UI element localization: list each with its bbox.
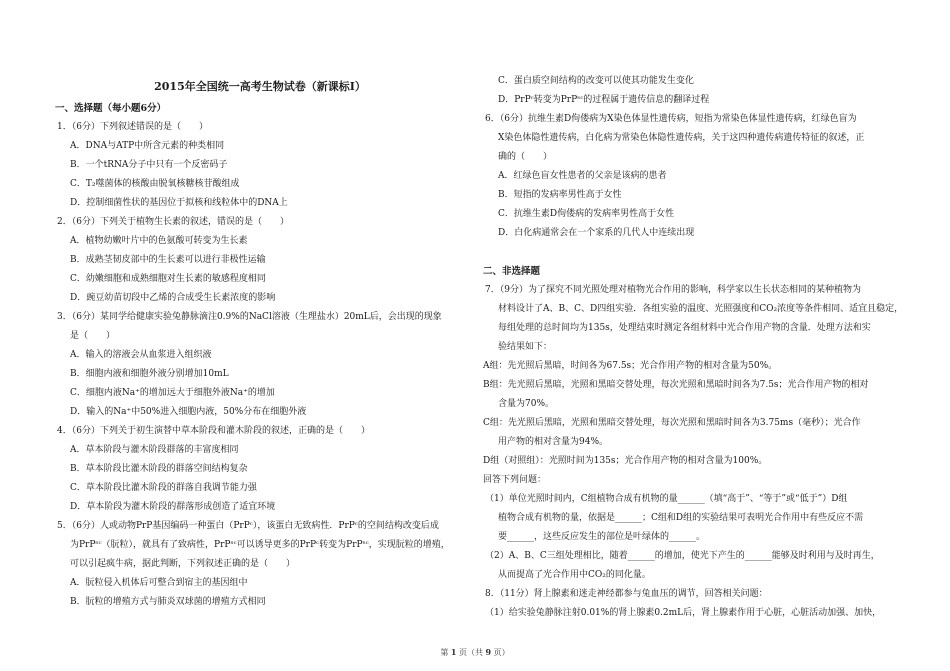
q7-part-2-cont: 从而提高了光合作用中CO₂的同化量。 [498,570,651,580]
q7-group-c-cont: 用产物的相对含量为94%。 [498,437,609,447]
q8-part-1: （1）给实验兔静脉注射0.01%的肾上腺素0.2mL后，肾上腺素作用于心脏，心脏活动加强、加快， [485,608,882,618]
q5-option-a: A．朊粒侵入机体后可整合到宿主的基因组中 [70,578,248,588]
footer-mid: 页（共 [459,648,483,657]
page-total: 9 [485,647,492,657]
question-2-stem: 2．（6分）下列关于植物生长素的叙述，错误的是（ ） [57,217,289,227]
q7-group-a: A组：先光照后黑暗，时间各为67.5s；光合作用产物的相对含量为50%。 [483,361,778,371]
question-6-stem-cont: X染色体隐性遗传病，白化病为常染色体隐性遗传病，关于这四种遗传病遗传特征的叙述，正 [498,133,865,143]
question-5-stem: 5．（6分）人或动物PrP基因编码一种蛋白（PrPᶜ），该蛋白无致病性．PrPᶜ的空间结构改变后成 [57,521,439,531]
q3-option-a: A．输入的溶液会从血浆进入组织液 [70,350,212,360]
question-6-stem: 6．（6分）抗维生素D佝偻病为X染色体显性遗传病，短指为常染色体显性遗传病，红绿色盲为 [485,114,857,124]
q7-group-d: D组（对照组）：光照时间为135s；光合作用产物的相对含量为100%。 [483,456,768,466]
q7-group-b: B组：先光照后黑暗，光照和黑暗交替处理，每次光照和黑暗时间各为7.5s；光合作用产物的相对 [483,380,869,390]
q4-option-a: A．草本阶段与灌木阶段群落的丰富度相同 [70,445,239,455]
q6-option-c: C．抗维生素D佝偻病的发病率男性高于女性 [498,209,675,219]
q2-option-a: A．植物幼嫩叶片中的色氨酸可转变为生长素 [70,236,248,246]
q5-option-c: C．蛋白质空间结构的改变可以使其功能发生变化 [498,76,694,86]
q4-option-d: D．草本阶段为灌木阶段的群落形成创造了适宜环境 [70,502,276,512]
question-1-stem: 1．（6分）下列叙述错误的是（ ） [57,122,208,132]
page-footer [0,647,950,658]
q4-option-c: C．草本阶段比灌木阶段的群落自我调节能力强 [70,483,257,493]
q3-option-c: C．细胞内液Na⁺的增加远大于细胞外液Na⁺的增加 [70,388,275,398]
q1-option-d: D．控制细菌性状的基因位于拟核和线粒体中的DNA上 [70,198,288,208]
q7-part-1-cont: 植物合成有机物的量，依据是______；C组和D组的实验结果可表明光合作用中有些反应不需 [498,513,864,523]
right-column [483,72,903,623]
question-7-stem-cont: 每组处理的总时间均为135s，处理结束时测定各组材料中光合作用产物的含量．处理方法和实 [498,323,871,333]
question-5-stem-cont: 为PrPˢᶜ（朊粒），就具有了致病性，PrPˢᶜ可以诱导更多的PrPᶜ转变为PrPˢᶜ，实现朊粒的增殖， [70,540,450,550]
section-heading-non-choice: 二、非选择题 [483,266,541,277]
q7-part-1-cont: 要______，这些反应发生的部位是叶绿体的______。 [498,532,706,542]
q6-option-b: B．短指的发病率男性高于女性 [498,190,622,200]
question-7-stem-cont: 验结果如下： [498,342,553,352]
question-8-stem: 8．（11分）肾上腺素和迷走神经都参与兔血压的调节，回答相关问题： [485,589,768,599]
q7-group-b-cont: 含量为70%。 [498,399,555,409]
question-6-stem-cont: 确的（ ） [498,152,553,162]
q7-part-1: （1）单位光照时间内，C组植物合成有机物的量______（填“高于”、“等于”或“低于”）D组 [485,494,848,504]
q4-option-b: B．草本阶段比灌木阶段的群落空间结构复杂 [70,464,248,474]
question-3-stem-cont: 是（ ） [70,331,116,341]
q2-option-d: D．豌豆幼苗切段中乙烯的合成受生长素浓度的影响 [70,293,276,303]
q2-option-b: B．成熟茎韧皮部中的生长素可以进行非极性运输 [70,255,266,265]
q2-option-c: C．幼嫩细胞和成熟细胞对生长素的敏感程度相同 [70,274,266,284]
q3-option-d: D．输入的Na⁺中50%进入细胞内液，50%分布在细胞外液 [70,407,307,417]
q5-option-d: D．PrPᶜ转变为PrPˢᶜ的过程属于遗传信息的翻译过程 [498,95,710,105]
footer-prefix: 第 [440,648,449,657]
q5-option-b: B．朊粒的增殖方式与肺炎双球菌的增殖方式相同 [70,597,266,607]
footer-suffix: 页） [493,648,510,657]
q7-part-2: （2）A、B、C三组处理相比，随着______的增加，使光下产生的______能够及时利用与及时再生， [485,551,880,561]
q1-option-b: B．一个tRNA分子中只有一个反密码子 [70,160,228,170]
q7-answer-prompt: 回答下列问题： [483,475,547,485]
section-heading-choice: 一、选择题（每小题6分） [55,103,167,114]
q7-group-c: C组：先光照后黑暗，光照和黑暗交替处理，每次光照和黑暗时间各为3.75ms（毫秒）；光合作 [483,418,861,428]
question-7-stem-cont: 材料设计了A、B、C、D四组实验．各组实验的温度、光照强度和CO₂浓度等条件相同、适宜且稳定， [498,304,904,314]
page-title: 2015年全国统一高考生物试卷（新课标Ⅰ） [154,80,366,93]
section-gap [483,243,903,262]
q6-option-a: A．红绿色盲女性患者的父亲是该病的患者 [498,171,667,181]
question-4-stem: 4．（6分）下列关于初生演替中草本阶段和灌木阶段的叙述，正确的是（ ） [57,426,370,436]
q3-option-b: B．细胞内液和细胞外液分别增加10mL [70,369,229,379]
question-3-stem: 3．（6分）某同学给健康实验兔静脉滴注0.9%的NaCl溶液（生理盐水）20mL后，会出现的现象 [57,312,442,322]
page-number: 1 [450,647,457,657]
question-7-stem: 7．（9分）为了探究不同光照处理对植物光合作用的影响，科学家以生长状态相同的某种植物为 [485,285,861,295]
left-column [55,99,465,612]
q6-option-d: D．白化病通常会在一个家系的几代人中连续出现 [498,228,695,238]
q1-option-c: C．T₂噬菌体的核酸由脱氧核糖核苷酸组成 [70,179,240,189]
q1-option-a: A．DNA与ATP中所含元素的种类相同 [70,141,225,151]
question-5-stem-cont: 可以引起疯牛病，据此判断，下列叙述正确的是（ ） [70,559,296,569]
